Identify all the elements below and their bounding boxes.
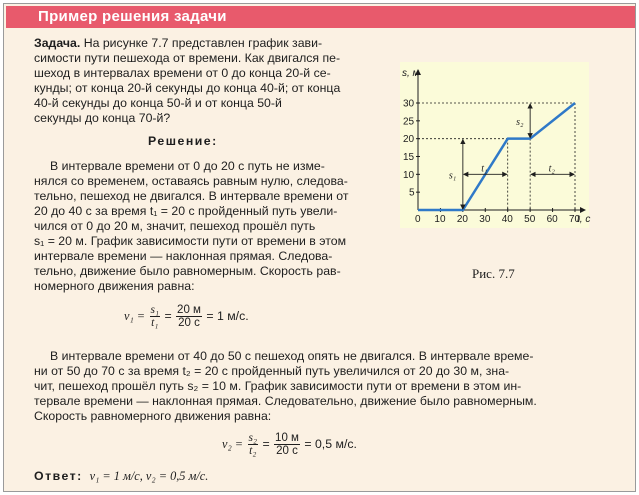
- task-line: [34, 36, 322, 50]
- task-line: симости пути пешехода от времени. Как двигался пе-: [34, 51, 341, 65]
- paragraph-line: Скорость равномерного движения равна:: [34, 409, 272, 423]
- y-tick-label: 30: [403, 98, 415, 110]
- dimension-label: t₁: [481, 163, 488, 175]
- x-tick-label: 40: [501, 214, 513, 225]
- paragraph-line: тельно, пешеход не двигался. В интервале времени от: [34, 189, 349, 203]
- paragraph-line: интервале времени — наклонная прямая. Следова-: [34, 249, 333, 263]
- task-label: Задача.: [34, 36, 81, 50]
- task-line: кунды; от конца 20-й секунды до конца 40-й; от конца: [34, 81, 341, 95]
- x-tick-label: 20: [456, 214, 468, 225]
- y-tick-label: 25: [403, 116, 415, 128]
- x-tick-label: 70: [569, 214, 581, 225]
- y-tick-label: 20: [403, 134, 415, 146]
- solution-heading: Решение:: [148, 134, 218, 148]
- y-tick-label: 5: [409, 187, 415, 199]
- task-line: 40-й секунды до конца 50-й и от конца 50-й: [34, 96, 282, 110]
- y-tick-label: 15: [403, 152, 415, 163]
- x-axis-label: t, с: [577, 214, 591, 225]
- series-line: [418, 103, 575, 210]
- y-axis-label: s, м: [402, 68, 420, 79]
- figure-caption: Рис. 7.7: [472, 266, 515, 281]
- paragraph-line: нялся со временем, оставаясь равным нулю, следова-: [34, 174, 348, 188]
- answer-label: Ответ:: [34, 469, 83, 483]
- y-tick-label: 10: [403, 169, 415, 181]
- dimension-label: s₂: [516, 116, 524, 128]
- answer-line: [34, 469, 208, 483]
- paragraph-line: В интервале времени от 40 до 50 с пешеход опять не двигался. В интервале време-: [50, 349, 534, 363]
- task-line: шеход в интервалах времени от 0 до конца 20-й се-: [34, 66, 331, 80]
- path-time-chart: [400, 62, 589, 228]
- x-tick-label: 50: [524, 214, 536, 225]
- formula-lhs: v₁ =: [124, 308, 146, 323]
- dimension-label: t₂: [548, 163, 555, 175]
- formula-lhs: v₂ =: [222, 436, 244, 451]
- formula-result: = 0,5 м/с.: [304, 436, 357, 451]
- paragraph-line: 20 до 40 с за время t₁ = 20 с пройденный путь увели-: [34, 204, 338, 218]
- paragraph-line: ни от 50 до 70 с за время t₂ = 20 с пройденный путь увеличился от 20 до 30 м, зна-: [34, 364, 510, 378]
- answer-text: v₁ = 1 м/с, v₂ = 0,5 м/с.: [89, 469, 209, 483]
- paragraph-line: s₁ = 20 м. График зависимости пути от времени в этом: [34, 234, 347, 248]
- fraction: $\frac{\text{s₂}}{\text{t₂}}$: [248, 432, 258, 457]
- x-tick-label: 0: [415, 214, 421, 225]
- section-header: [6, 6, 635, 28]
- example-panel: [3, 3, 636, 492]
- x-tick-label: 30: [479, 214, 491, 225]
- fraction: $\frac{20 м}{20 с}$: [177, 304, 201, 329]
- paragraph-line: В интервале времени от 0 до 20 с путь не изме-: [50, 159, 325, 173]
- velocity-formula-1: v₁ = $\frac{\text{s₁}}{\text{t₁}}$ = $\frac{20 м}{20 с}$ = 1 м/с.: [124, 304, 249, 329]
- fraction: $\frac{\text{s₁}}{\text{t₁}}$: [150, 304, 160, 329]
- dimension-label: s₁: [448, 170, 457, 182]
- x-tick-label: 60: [546, 214, 558, 225]
- fraction: $\frac{10 м}{20 с}$: [275, 432, 299, 457]
- formula-result: = 1 м/с.: [206, 308, 249, 323]
- paragraph-line: тервале времени — наклонная прямая. Следовательно, движение было равномерным.: [34, 394, 537, 408]
- paragraph-line: чился от 0 до 20 м, значит, пешеход прошёл путь: [34, 219, 316, 233]
- paragraph-line: чит, пешеход прошёл путь s₂ = 10 м. График зависимости пути от времени в этом ин-: [34, 379, 522, 393]
- velocity-formula-2: v₂ = $\frac{\text{s₂}}{\text{t₂}}$ = $\frac{10 м}{20 с}$ = 0,5 м/с.: [222, 432, 357, 457]
- paragraph-line: номерного движения равна:: [34, 279, 195, 293]
- task-line: секунды до конца 70-й?: [34, 111, 171, 125]
- task-text: На рисунке 7.7 представлен график зави-: [83, 36, 323, 50]
- section-title: Пример решения задачи: [38, 8, 227, 25]
- paragraph-line: тельно, движение было равномерным. Скорость рав-: [34, 264, 341, 278]
- x-tick-label: 10: [434, 214, 446, 225]
- chart-figure: [400, 62, 589, 228]
